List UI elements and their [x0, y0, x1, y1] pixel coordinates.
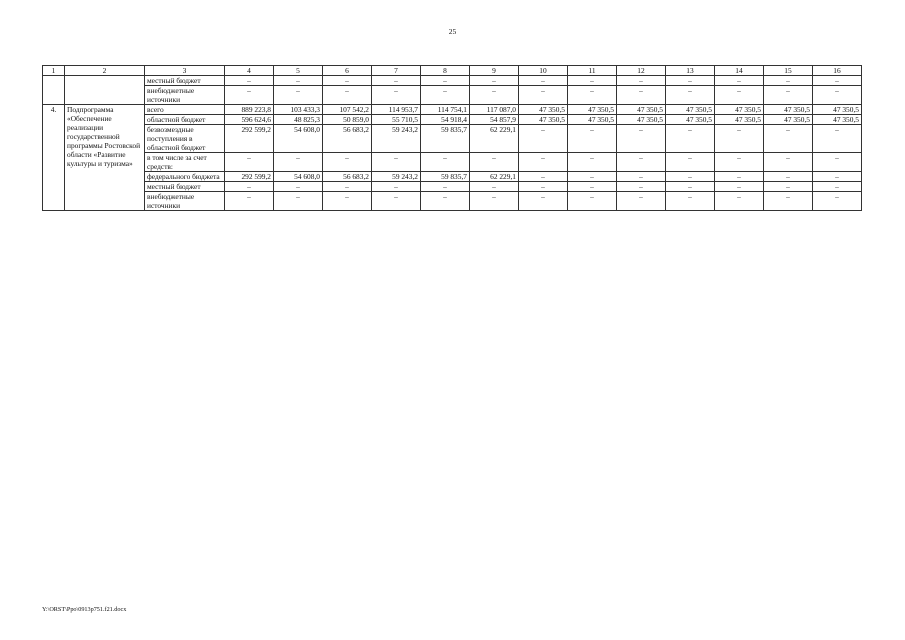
value-cell: – [519, 172, 568, 182]
value-cell: – [617, 76, 666, 86]
value-cell: – [421, 192, 470, 211]
value-cell: 47 350,5 [617, 115, 666, 125]
value-cell: 59 835,7 [421, 172, 470, 182]
table-row [43, 172, 862, 182]
value-cell: – [764, 125, 813, 153]
funding-source-label: федерального бюджета [145, 172, 225, 182]
value-cell: – [666, 125, 715, 153]
value-cell: – [519, 125, 568, 153]
table-row [43, 125, 862, 153]
value-cell: – [470, 86, 519, 105]
value-cell: – [421, 182, 470, 192]
value-cell: – [470, 192, 519, 211]
value-cell: 48 825,3 [274, 115, 323, 125]
value-cell: – [421, 86, 470, 105]
column-number: 8 [421, 66, 470, 76]
value-cell: – [764, 172, 813, 182]
column-number: 13 [666, 66, 715, 76]
value-cell: – [568, 86, 617, 105]
funding-source-label: всего [145, 105, 225, 115]
value-cell: 596 624,6 [225, 115, 274, 125]
value-cell: – [225, 192, 274, 211]
value-cell: – [764, 86, 813, 105]
value-cell: 47 350,5 [666, 115, 715, 125]
value-cell: 59 835,7 [421, 125, 470, 153]
value-cell: – [372, 86, 421, 105]
value-cell: – [715, 172, 764, 182]
value-cell: 54 608,0 [274, 172, 323, 182]
funding-source-label: в том числе за счет средств: [145, 153, 225, 172]
column-number: 3 [145, 66, 225, 76]
value-cell: 47 350,5 [813, 105, 862, 115]
value-cell: – [715, 86, 764, 105]
value-cell: – [519, 153, 568, 172]
value-cell: – [568, 182, 617, 192]
table-row [43, 86, 862, 105]
value-cell: 54 608,0 [274, 125, 323, 153]
funding-source-label: внебюджетные источники [145, 86, 225, 105]
column-number: 1 [43, 66, 65, 76]
value-cell: – [813, 172, 862, 182]
column-number-row [43, 66, 862, 76]
column-number: 2 [65, 66, 145, 76]
value-cell: – [764, 182, 813, 192]
value-cell: 47 350,5 [568, 105, 617, 115]
value-cell: – [372, 153, 421, 172]
funding-source-label: областной бюджет [145, 115, 225, 125]
value-cell: – [666, 76, 715, 86]
value-cell: – [323, 76, 372, 86]
funding-source-label: местный бюджет [145, 182, 225, 192]
column-number: 6 [323, 66, 372, 76]
value-cell: 47 350,5 [666, 105, 715, 115]
column-number: 15 [764, 66, 813, 76]
value-cell: – [568, 172, 617, 182]
value-cell: 114 953,7 [372, 105, 421, 115]
value-cell: – [617, 182, 666, 192]
program-name: Подпрограмма «Обеспечение реализации государственной программы Ростовской области «Развитие культуры и туризма» [65, 105, 145, 211]
value-cell: – [225, 182, 274, 192]
funding-source-label: местный бюджет [145, 76, 225, 86]
funding-source-label: безвозмездные поступления в областной бюджет [145, 125, 225, 153]
value-cell: – [813, 86, 862, 105]
value-cell: – [666, 86, 715, 105]
value-cell: 47 350,5 [764, 115, 813, 125]
file-path-footer: Y:\ORST\Ppo\0913p751.f21.docx [42, 606, 127, 613]
value-cell: – [421, 153, 470, 172]
value-cell: 56 683,2 [323, 172, 372, 182]
value-cell: 889 223,8 [225, 105, 274, 115]
value-cell: – [274, 76, 323, 86]
column-number: 16 [813, 66, 862, 76]
value-cell: – [764, 192, 813, 211]
value-cell: – [225, 153, 274, 172]
value-cell: 292 599,2 [225, 172, 274, 182]
value-cell: 47 350,5 [715, 115, 764, 125]
program-number: 4. [43, 105, 65, 211]
value-cell: – [813, 125, 862, 153]
value-cell: 47 350,5 [715, 105, 764, 115]
value-cell: – [568, 76, 617, 86]
value-cell: – [568, 192, 617, 211]
value-cell: – [470, 182, 519, 192]
value-cell: – [813, 182, 862, 192]
value-cell: 47 350,5 [764, 105, 813, 115]
value-cell: 50 859,0 [323, 115, 372, 125]
value-cell: 59 243,2 [372, 125, 421, 153]
value-cell: – [666, 192, 715, 211]
column-number: 5 [274, 66, 323, 76]
table-row [43, 115, 862, 125]
value-cell: – [372, 182, 421, 192]
value-cell: – [274, 182, 323, 192]
value-cell: – [666, 172, 715, 182]
value-cell: – [323, 192, 372, 211]
value-cell: – [715, 192, 764, 211]
table-row [43, 153, 862, 172]
value-cell: – [715, 76, 764, 86]
column-number: 7 [372, 66, 421, 76]
column-number: 11 [568, 66, 617, 76]
value-cell: – [666, 182, 715, 192]
value-cell: – [323, 153, 372, 172]
value-cell: – [274, 86, 323, 105]
value-cell: – [666, 153, 715, 172]
table-row [43, 105, 862, 115]
value-cell: 54 857,9 [470, 115, 519, 125]
value-cell: – [323, 86, 372, 105]
value-cell: 62 229,1 [470, 125, 519, 153]
value-cell: – [519, 192, 568, 211]
column-number: 10 [519, 66, 568, 76]
value-cell: – [519, 86, 568, 105]
page-number: 25 [448, 27, 457, 36]
value-cell: – [274, 192, 323, 211]
value-cell: – [813, 76, 862, 86]
value-cell: – [568, 153, 617, 172]
funding-source-label: внебюджетные источники [145, 192, 225, 211]
value-cell: 114 754,1 [421, 105, 470, 115]
value-cell: – [764, 153, 813, 172]
value-cell: – [715, 125, 764, 153]
budget-table [42, 65, 862, 211]
value-cell: 55 710,5 [372, 115, 421, 125]
value-cell: – [274, 153, 323, 172]
value-cell: 56 683,2 [323, 125, 372, 153]
value-cell: 47 350,5 [519, 105, 568, 115]
value-cell: – [715, 153, 764, 172]
value-cell: 59 243,2 [372, 172, 421, 182]
value-cell: 107 542,2 [323, 105, 372, 115]
value-cell: – [764, 76, 813, 86]
value-cell: 47 350,5 [617, 105, 666, 115]
value-cell: – [617, 172, 666, 182]
value-cell: – [470, 76, 519, 86]
value-cell: – [813, 153, 862, 172]
row-number-cell [43, 76, 65, 105]
value-cell: – [617, 125, 666, 153]
value-cell: – [225, 76, 274, 86]
table-row [43, 182, 862, 192]
value-cell: – [225, 86, 274, 105]
column-number: 14 [715, 66, 764, 76]
table-row [43, 192, 862, 211]
value-cell: 47 350,5 [519, 115, 568, 125]
value-cell: 62 229,1 [470, 172, 519, 182]
value-cell: – [617, 153, 666, 172]
value-cell: – [813, 192, 862, 211]
value-cell: – [421, 76, 470, 86]
value-cell: 117 087,0 [470, 105, 519, 115]
value-cell: – [323, 182, 372, 192]
value-cell: 54 918,4 [421, 115, 470, 125]
value-cell: – [568, 125, 617, 153]
value-cell: – [617, 86, 666, 105]
value-cell: 47 350,5 [813, 115, 862, 125]
column-number: 12 [617, 66, 666, 76]
column-number: 4 [225, 66, 274, 76]
value-cell: – [519, 76, 568, 86]
program-name-cell [65, 76, 145, 105]
value-cell: – [519, 182, 568, 192]
value-cell: – [470, 153, 519, 172]
table-row [43, 76, 862, 86]
value-cell: – [617, 192, 666, 211]
value-cell: – [715, 182, 764, 192]
value-cell: – [372, 76, 421, 86]
value-cell: 47 350,5 [568, 115, 617, 125]
column-number: 9 [470, 66, 519, 76]
value-cell: 292 599,2 [225, 125, 274, 153]
value-cell: 103 433,3 [274, 105, 323, 115]
value-cell: – [372, 192, 421, 211]
